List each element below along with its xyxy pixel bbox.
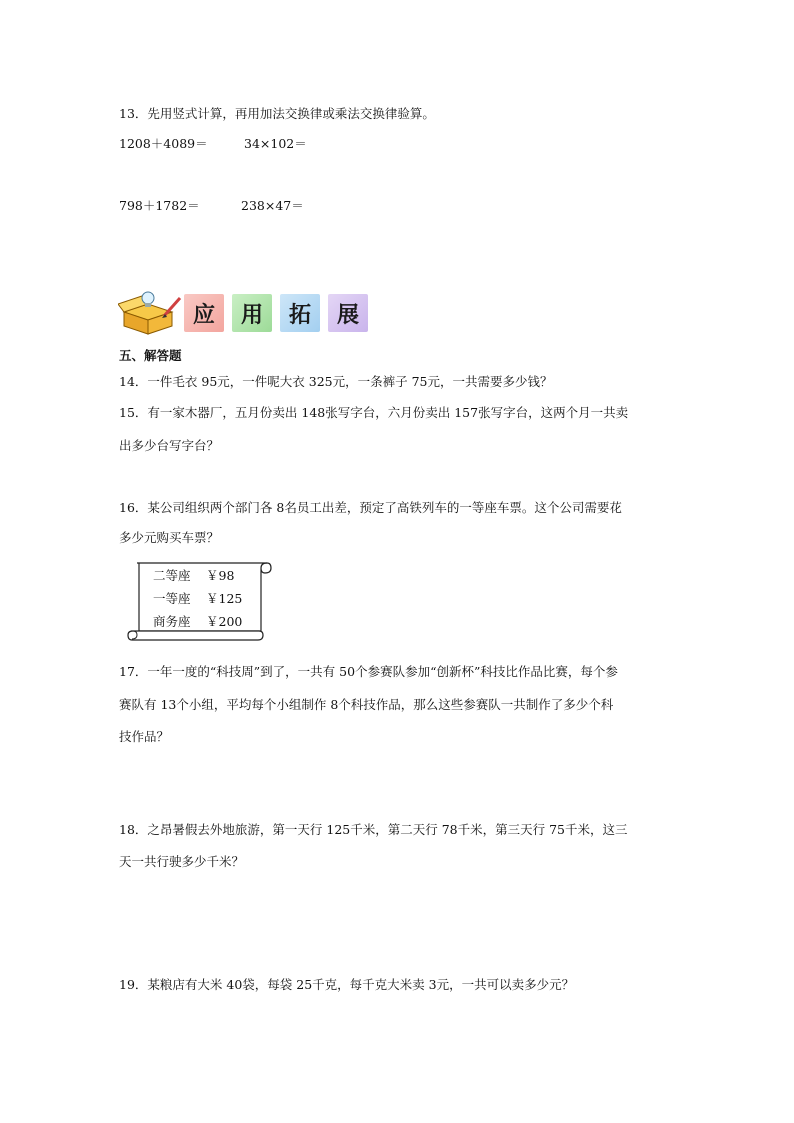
toolbox-icon bbox=[118, 290, 182, 336]
seat-label: 商务座 bbox=[153, 614, 191, 629]
question-17-line-1: 17．一年一度的“科技周”到了，一共有 50个参赛队参加“创新杯”科技比作品比赛，每个参 bbox=[119, 664, 618, 679]
seat-label: 一等座 bbox=[153, 591, 191, 606]
price-scroll bbox=[127, 559, 272, 642]
question-17-line-3: 技作品？ bbox=[119, 729, 170, 744]
price-row-business-class bbox=[153, 612, 243, 630]
banner-tile-yong: 用 bbox=[232, 294, 272, 332]
banner-tile-tuo: 拓 bbox=[280, 294, 320, 332]
question-17-line-2: 赛队有 13个小组，平均每个小组制作 8个科技作品，那么这些参赛队一共制作了多少个科 bbox=[119, 697, 614, 712]
question-19: 19．某粮店有大米 40袋，每袋 25千克，每千克大米卖 3元，一共可以卖多少元？ bbox=[119, 977, 575, 992]
banner-tile-zhan: 展 bbox=[328, 294, 368, 332]
question-18-line-2: 天一共行驶多少千米？ bbox=[119, 854, 245, 869]
expr-2: 34×102＝ bbox=[244, 136, 307, 151]
question-14: 14．一件毛衣 95元，一件呢大衣 325元，一条裤子 75元，一共需要多少钱？ bbox=[119, 374, 553, 389]
question-15-line-2: 出多少台写字台？ bbox=[119, 438, 220, 453]
section-heading: 五、解答题 bbox=[119, 348, 182, 363]
expr-1: 1208＋4089＝ bbox=[119, 136, 208, 151]
seat-label: 二等座 bbox=[153, 568, 191, 583]
seat-price: ￥98 bbox=[206, 568, 235, 583]
seat-price: ￥200 bbox=[206, 614, 243, 629]
question-16-line-1: 16．某公司组织两个部门各 8名员工出差，预定了高铁列车的一等座车票。这个公司需要花 bbox=[119, 500, 622, 515]
expr-3: 798＋1782＝ bbox=[119, 198, 200, 213]
question-18-line-1: 18．之昂暑假去外地旅游，第一天行 125千米，第二天行 78千米，第三天行 75千米，这三 bbox=[119, 822, 628, 837]
application-banner bbox=[118, 290, 378, 334]
question-15-line-1: 15．有一家木器厂，五月份卖出 148张写字台，六月份卖出 157张写字台，这两个月一共卖 bbox=[119, 405, 629, 420]
seat-price: ￥125 bbox=[206, 591, 243, 606]
price-row-second-class bbox=[153, 566, 235, 584]
expr-4: 238×47＝ bbox=[241, 198, 304, 213]
question-16-line-2: 多少元购买车票？ bbox=[119, 530, 220, 545]
question-13-title: 13．先用竖式计算，再用加法交换律或乘法交换律验算。 bbox=[119, 106, 435, 121]
price-row-first-class bbox=[153, 589, 243, 607]
banner-tile-ying: 应 bbox=[184, 294, 224, 332]
